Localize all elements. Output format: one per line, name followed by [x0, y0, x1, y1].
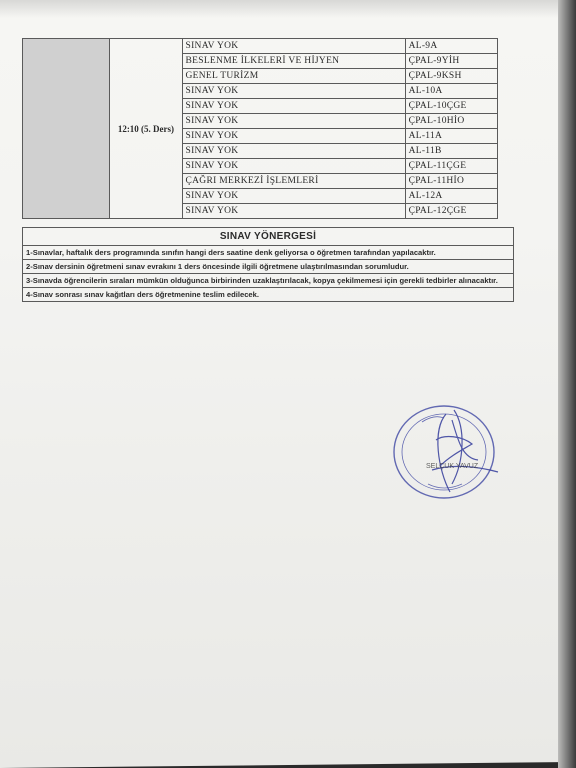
exam-schedule-table: [22, 38, 498, 219]
course-cell: SINAV YOK: [182, 189, 405, 204]
instruction-item: 1-Sınavlar, haftalık ders programında sınıfın hangi ders saatine denk geliyorsa o öğretmen tarafından yapılacaktır.: [23, 246, 514, 260]
shaded-day-cell: [23, 39, 110, 219]
official-stamp-signature: [392, 400, 504, 504]
course-cell: SINAV YOK: [182, 159, 405, 174]
class-cell: AL-12A: [405, 189, 497, 204]
course-cell: SINAV YOK: [182, 39, 405, 54]
class-cell: ÇPAL-12ÇGE: [405, 204, 497, 219]
exam-instructions-table: [22, 227, 514, 302]
course-cell: SINAV YOK: [182, 144, 405, 159]
lesson-time-cell: 12:10 (5. Ders): [110, 39, 182, 219]
class-cell: ÇPAL-10HİO: [405, 114, 497, 129]
instruction-item: 4-Sınav sonrası sınav kağıtları ders öğretmenine teslim edilecek.: [23, 288, 514, 302]
course-cell: BESLENME İLKELERİ VE HİJYEN: [182, 54, 405, 69]
class-cell: ÇPAL-10ÇGE: [405, 99, 497, 114]
class-cell: ÇPAL-9YİH: [405, 54, 497, 69]
desk-edge: [558, 0, 576, 768]
course-cell: SINAV YOK: [182, 129, 405, 144]
course-cell: SINAV YOK: [182, 84, 405, 99]
course-cell: SINAV YOK: [182, 99, 405, 114]
course-cell: ÇAĞRI MERKEZİ İŞLEMLERİ: [182, 174, 405, 189]
class-cell: AL-9A: [405, 39, 497, 54]
stamp-name-text: SELÇUK YAVUZ: [426, 463, 479, 470]
class-cell: ÇPAL-9KSH: [405, 69, 497, 84]
instruction-item: 2-Sınav dersinin öğretmeni sınav evrakını 1 ders öncesinde ilgili öğretmene ulaştırılmasından sorumludur.: [23, 260, 514, 274]
class-cell: ÇPAL-11HİO: [405, 174, 497, 189]
class-cell: AL-11A: [405, 129, 497, 144]
course-cell: SINAV YOK: [182, 114, 405, 129]
class-cell: AL-10A: [405, 84, 497, 99]
course-cell: GENEL TURİZM: [182, 69, 405, 84]
instructions-title: SINAV YÖNERGESİ: [23, 228, 514, 246]
schedule-row: [23, 39, 498, 54]
class-cell: ÇPAL-11ÇGE: [405, 159, 497, 174]
top-shadow: [0, 0, 576, 18]
instruction-item: 3-Sınavda öğrencilerin sıraları mümkün olduğunca birbirinden uzaklaştırılacak, kopya çekilmemesi için gerekli tedbirler alınacaktır.: [23, 274, 514, 288]
course-cell: SINAV YOK: [182, 204, 405, 219]
class-cell: AL-11B: [405, 144, 497, 159]
